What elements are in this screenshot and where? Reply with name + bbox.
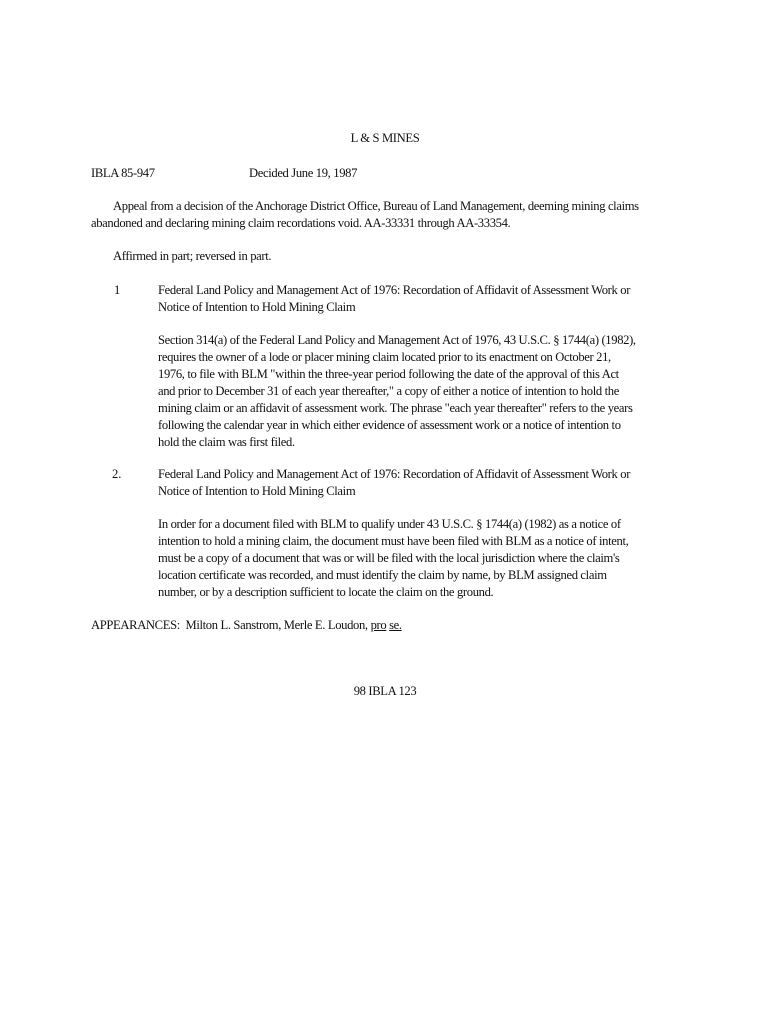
headnote-number-1: 1	[114, 283, 121, 297]
disposition: Affirmed in part; reversed in part.	[113, 249, 272, 263]
headnote-number-2: 2.	[112, 467, 122, 481]
headnote-heading-1: Federal Land Policy and Management Act of 1976: Recordation of Affidavit of Assessment Work or Notice of Intention to Hold Mining Claim	[158, 283, 631, 314]
pro-se-pro: pro	[370, 618, 387, 632]
appeal-summary: Appeal from a decision of the Anchorage District Office, Bureau of Land Management, deeming mining claims abandoned and declaring mining claim recordations void. AA-33331 through AA-33354.	[91, 199, 639, 230]
appearances-names: Milton L. Sanstrom, Merle E. Loudon,	[185, 618, 368, 632]
appearances-label: APPEARANCES:	[91, 618, 180, 632]
decision-date: Decided June 19, 1987	[249, 166, 358, 180]
page-footer-citation: 98 IBLA 123	[353, 684, 417, 698]
case-title: L & S MINES	[350, 131, 420, 145]
headnote-heading-2: Federal Land Policy and Management Act of 1976: Recordation of Affidavit of Assessment Work or Notice of Intention to Hold Mining Claim	[158, 467, 631, 498]
headnote-body-1: Section 314(a) of the Federal Land Policy and Management Act of 1976, 43 U.S.C. § 1744(a) (1982), requires the owner of a lode or placer mining claim located prior to its enactment on October 21, 1976, to file with BLM "within the three-year period following the date of the approval of this Act and prior to December 31 of each year thereafter," a copy of either a notice of intention to hold the mining claim or an affidavit of assessment work. The phrase "each year thereafter" refers to the years following the calendar year in which either evidence of assessment work or a notice of intention to hold the claim was first filed.	[158, 333, 636, 449]
appearances-line	[91, 617, 402, 634]
pro-se-se: se.	[389, 618, 402, 632]
headnote-body-2: In order for a document filed with BLM to qualify under 43 U.S.C. § 1744(a) (1982) as a notice of intention to hold a mining claim, the document must have been filed with BLM as a notice of intent, must be a copy of a document that was or will be filed with the local jurisdiction where the claim's location certificate was recorded, and must identify the claim by name, by BLM assigned claim number, or by a description sufficient to locate the claim on the ground.	[158, 517, 629, 599]
docket-number: IBLA 85-947	[91, 166, 155, 180]
